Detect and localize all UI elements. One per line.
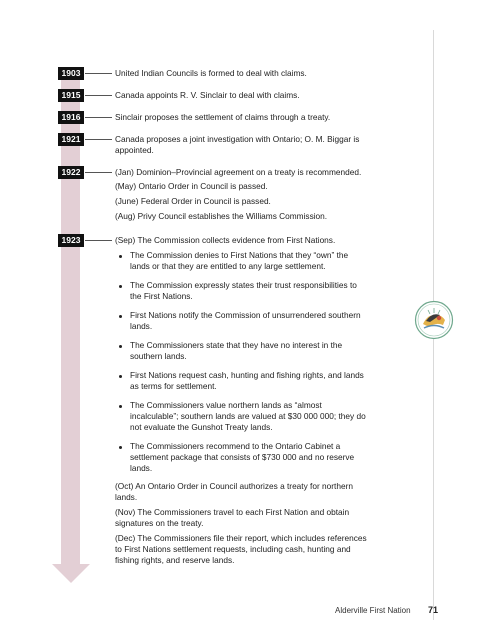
timeline-entry-1921: Canada proposes a joint investigation with Ontario; O. M. Biggar is appointed. bbox=[115, 134, 360, 155]
connector-line bbox=[85, 139, 112, 140]
bullet-item: The Commissioners recommend to the Ontario Cabinet a settlement package that consists of $730 000 and no reserve lands. bbox=[130, 441, 355, 473]
year-badge-1916: 1916 bbox=[58, 111, 84, 124]
connector-line bbox=[85, 117, 112, 118]
year-badge-1915: 1915 bbox=[58, 89, 84, 102]
connector-line bbox=[85, 240, 112, 241]
first-nation-emblem-icon bbox=[414, 300, 454, 340]
year-badge-1921: 1921 bbox=[58, 133, 84, 146]
footer-publication-name: Alderville First Nation bbox=[335, 606, 411, 615]
timeline-entry-1916: Sinclair proposes the settlement of claims through a treaty. bbox=[115, 112, 331, 122]
connector-line bbox=[85, 73, 112, 74]
timeline-sub-entry: (Nov) The Commissioners travel to each First Nation and obtain signatures on the treaty. bbox=[115, 507, 350, 528]
timeline-sub-entry: (Oct) An Ontario Order in Council authorizes a treaty for northern lands. bbox=[115, 481, 353, 502]
bullet-item: The Commission expressly states their trust responsibilities to the First Nations. bbox=[130, 280, 357, 301]
timeline-arrow-head bbox=[52, 564, 90, 583]
year-badge-1922: 1922 bbox=[58, 166, 84, 179]
bullet-dot bbox=[119, 375, 122, 378]
timeline-entry-1922: (Jan) Dominion–Provincial agreement on a treaty is recommended. bbox=[115, 167, 362, 177]
bullet-dot bbox=[119, 255, 122, 258]
page-number: 71 bbox=[428, 605, 439, 615]
timeline-sub-entry: (May) Ontario Order in Council is passed. bbox=[115, 181, 268, 191]
timeline-sub-entry: (Dec) The Commissioners file their report, which includes references to First Nations settlement requests, including cash, hunting and fishing rights, and reserve lands. bbox=[115, 533, 367, 565]
timeline-sub-entry: (Aug) Privy Council establishes the Williams Commission. bbox=[115, 211, 328, 221]
bullet-item: First Nations request cash, hunting and fishing rights, and lands as terms for settlement. bbox=[130, 370, 364, 391]
timeline-entry-1903: United Indian Councils is formed to deal with claims. bbox=[115, 68, 307, 78]
timeline-entry-1915: Canada appoints R. V. Sinclair to deal with claims. bbox=[115, 90, 300, 100]
bullet-dot bbox=[119, 446, 122, 449]
bullet-item: First Nations notify the Commission of unsurrendered southern lands. bbox=[130, 310, 361, 331]
bullet-dot bbox=[119, 345, 122, 348]
bullet-item: The Commission denies to First Nations that they “own” the lands or that they are entitled to any large settlement. bbox=[130, 250, 349, 271]
bullet-dot bbox=[119, 405, 122, 408]
timeline-sub-entry: (June) Federal Order in Council is passed. bbox=[115, 196, 271, 206]
bullet-dot bbox=[119, 315, 122, 318]
bullet-dot bbox=[119, 285, 122, 288]
timeline-entry-1923: (Sep) The Commission collects evidence from First Nations. bbox=[115, 235, 336, 245]
connector-line bbox=[85, 172, 112, 173]
year-badge-1903: 1903 bbox=[58, 67, 84, 80]
bullet-item: The Commissioners state that they have no interest in the southern lands. bbox=[130, 340, 343, 361]
connector-line bbox=[85, 95, 112, 96]
year-badge-1923: 1923 bbox=[58, 234, 84, 247]
bullet-item: The Commissioners value northern lands as “almost incalculable”; southern lands are valued at $30 000 000; they do not evaluate the Gunshot Treaty lands. bbox=[130, 400, 366, 432]
